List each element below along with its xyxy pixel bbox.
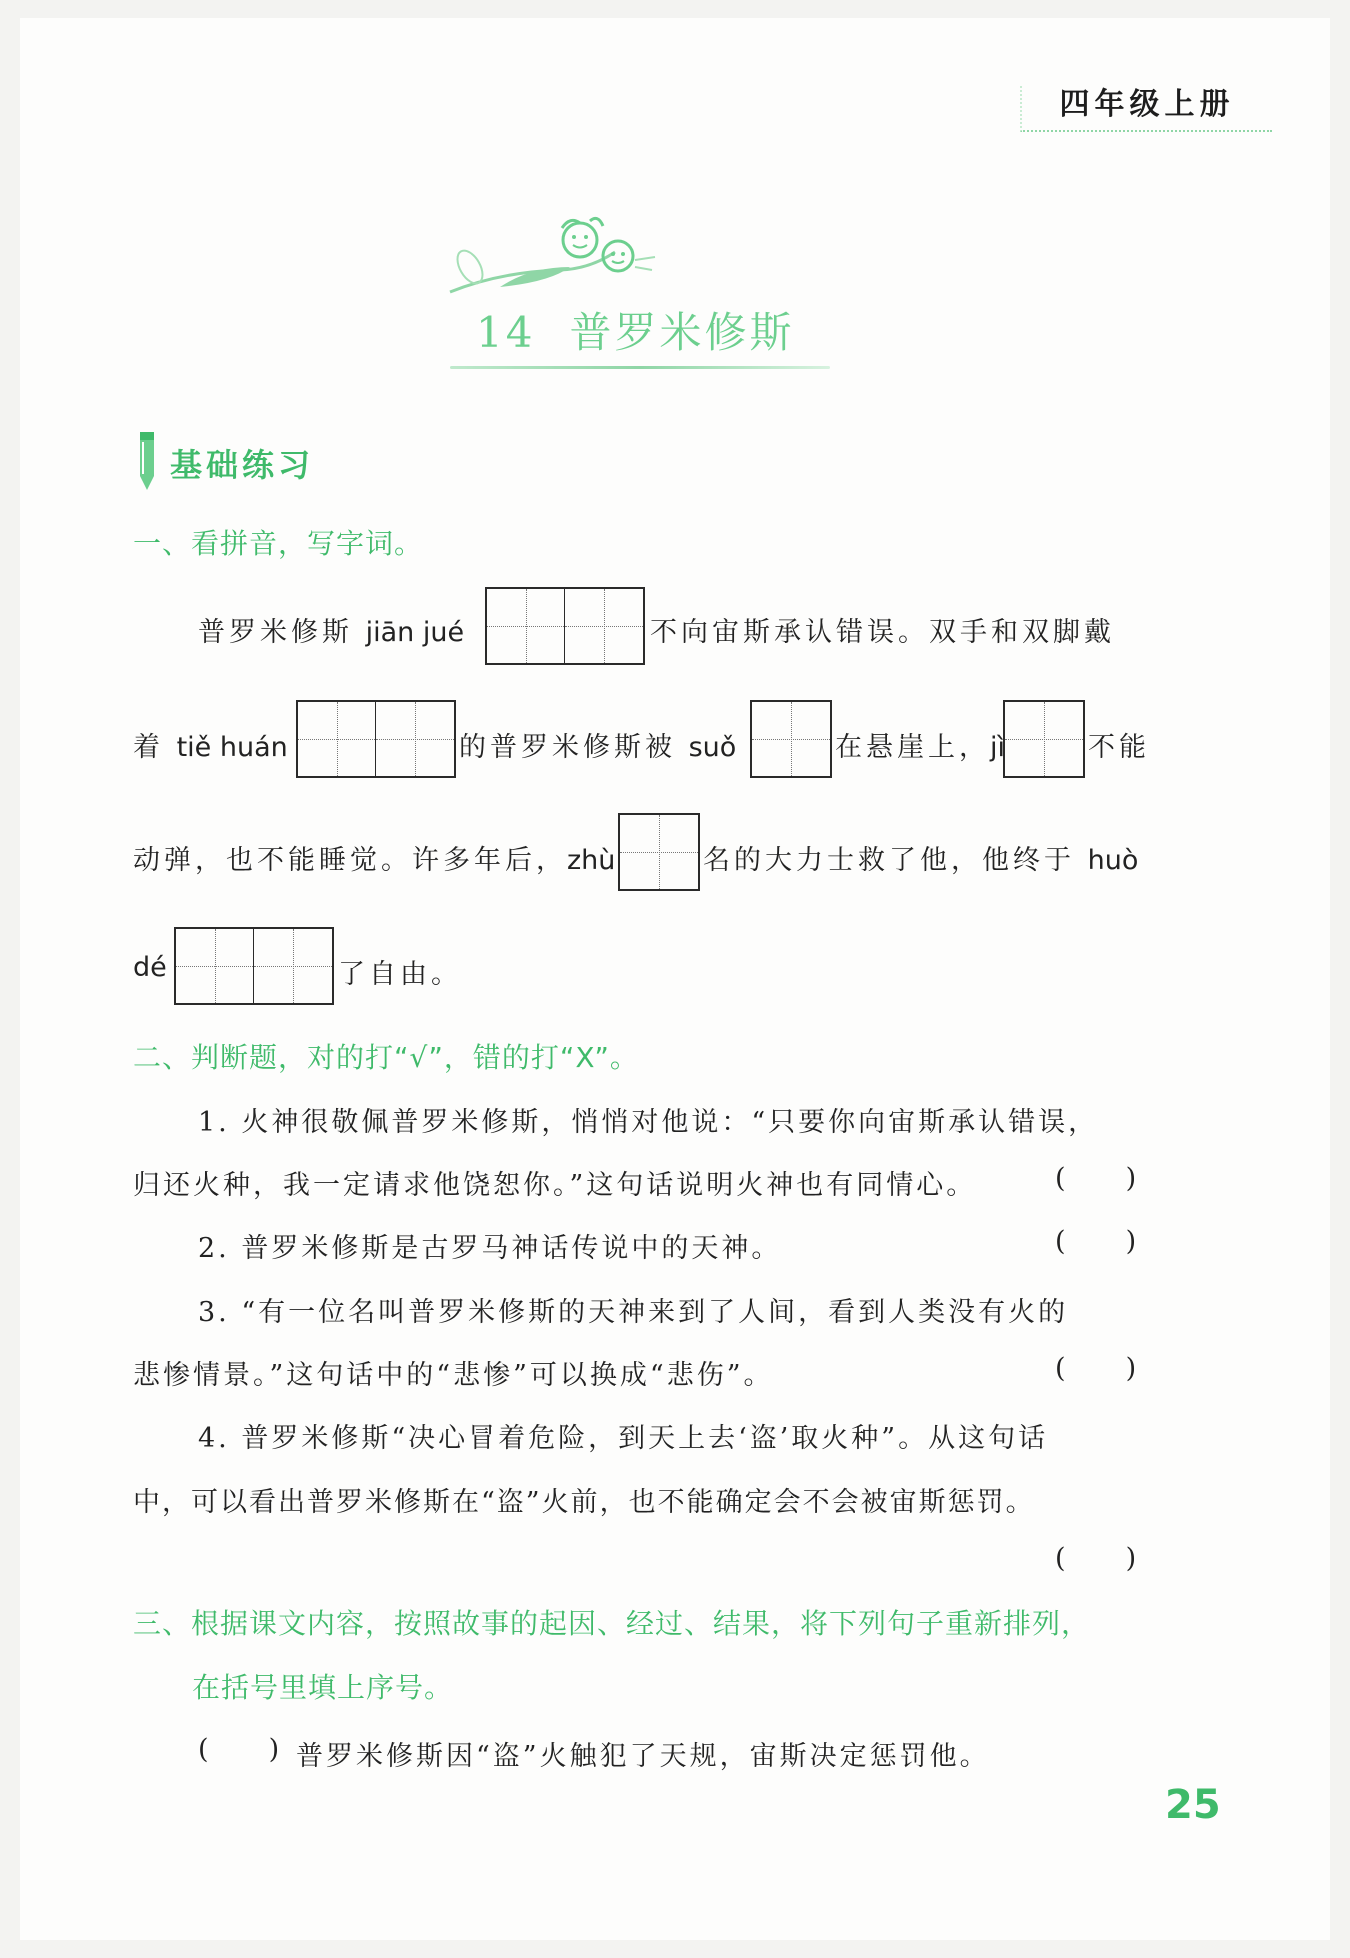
lesson-name: 普罗米修斯 — [569, 308, 795, 357]
q1-line2-mid — [459, 725, 736, 764]
q3-heading-line-a: 三、根据课文内容，按照故事的起因、经过、结果，将下列句子重新排列， — [133, 1607, 1091, 1640]
answer-paren-q2-4[interactable]: ( ) — [1055, 1543, 1137, 1574]
lesson-number: 14 — [476, 308, 536, 357]
pinyin: jì — [990, 732, 1006, 763]
answer-paren-q2-2[interactable]: ( ) — [1055, 1226, 1137, 1257]
q1-text: 普罗米修斯 — [198, 617, 353, 648]
page-number: 25 — [1165, 1782, 1221, 1828]
pinyin: jiān jué — [365, 617, 465, 648]
q1-text: 着 — [133, 732, 164, 763]
writing-grid-suo[interactable] — [750, 700, 832, 778]
q1-text: 的普罗米修斯被 — [459, 732, 676, 763]
q1-line4-pinyin — [133, 952, 167, 983]
q1-text: 名的大力士救了他，他终于 — [703, 845, 1075, 876]
pinyin: zhù — [567, 845, 616, 876]
writing-grid-tiehuan[interactable] — [296, 700, 456, 778]
section-basic-practice: 基础练习 — [170, 446, 315, 484]
writing-grid-huode[interactable] — [174, 927, 334, 1005]
q1-line2-text — [133, 725, 288, 764]
q3-heading-line-b: 在括号里填上序号。 — [192, 1671, 454, 1704]
q2-item2: 2. 普罗米修斯是古罗马神话传说中的天神。 — [198, 1233, 782, 1264]
lesson-title — [476, 300, 794, 360]
pinyin: suǒ — [688, 732, 737, 763]
q1-line3-text — [133, 838, 615, 877]
q2-item4-line-a: 4. 普罗米修斯“决心冒着危险，到天上去‘盗’取火种”。从这句话 — [198, 1423, 1049, 1454]
writing-grid-zhu[interactable] — [618, 813, 700, 891]
q1-text: 动弹，也不能睡觉。许多年后， — [133, 845, 567, 876]
answer-paren-q3-1[interactable]: ( ) — [198, 1734, 280, 1765]
answer-paren-q2-3[interactable]: ( ) — [1055, 1353, 1137, 1384]
q3-item1: 普罗米修斯因“盗”火触犯了天规，宙斯决定惩罚他。 — [296, 1741, 990, 1772]
writing-grid-ji[interactable] — [1003, 700, 1085, 778]
q1-line4-post: 了自由。 — [338, 959, 462, 990]
kids-illustration — [440, 212, 670, 307]
title-underline — [450, 366, 830, 369]
pencil-icon — [134, 428, 160, 494]
q1-line2-mid2 — [835, 725, 1005, 764]
q1-line1-post: 不向宙斯承认错误。双手和双脚戴 — [650, 617, 1115, 648]
pinyin: huò — [1087, 845, 1139, 876]
q2-item3-line-a: 3. “有一位名叫普罗米修斯的天神来到了人间，看到人类没有火的 — [198, 1297, 1069, 1328]
pinyin: dé — [133, 952, 167, 983]
q1-heading: 一、看拼音，写字词。 — [133, 527, 424, 560]
q1-line3-post — [703, 838, 1138, 877]
q2-item1-line-b: 归还火种，我一定请求他饶恕你。”这句话说明火神也有同情心。 — [133, 1170, 977, 1201]
grade-label: 四年级上册 — [1020, 86, 1272, 132]
q2-item3-line-b: 悲惨情景。”这句话中的“悲惨”可以换成“悲伤”。 — [133, 1360, 774, 1391]
q2-item4-line-b: 中，可以看出普罗米修斯在“盗”火前，也不能确定会不会被宙斯惩罚。 — [133, 1487, 1035, 1518]
q1-text: 在悬崖上， — [835, 732, 990, 763]
q2-heading: 二、判断题，对的打“√”，错的打“X”。 — [133, 1041, 639, 1074]
q1-line2-post: 不能 — [1088, 732, 1150, 763]
writing-grid-jianjue[interactable] — [485, 587, 645, 665]
q1-line1-text — [198, 610, 464, 649]
q2-item1-line-a: 1. 火神很敬佩普罗米修斯，悄悄对他说：“只要你向宙斯承认错误， — [198, 1107, 1099, 1138]
answer-paren-q2-1[interactable]: ( ) — [1055, 1163, 1137, 1194]
pinyin: tiě huán — [176, 732, 288, 763]
